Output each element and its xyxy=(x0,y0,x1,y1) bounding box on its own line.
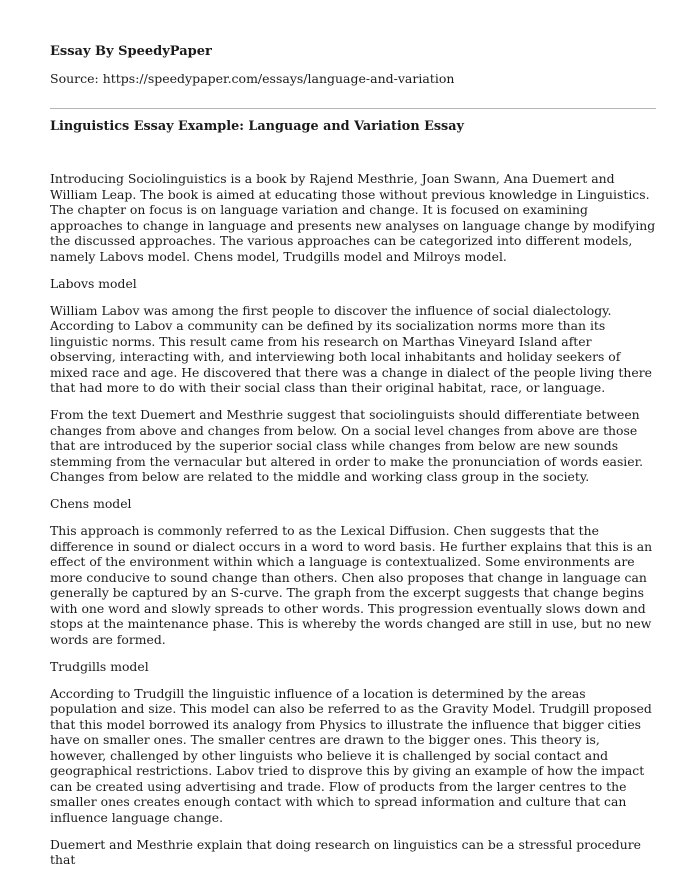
paragraph-labov: William Labov was among the first people to discover the influence of social dialectology. According to Labov a community can be defined by its socialization norms more than its linguistic norms. This result came from his research on Marthas Vineyard Island after observing, interacting with, and interviewing both local inhabitants and holiday seekers of mixed race and age. He discovered that there was a change in dialect of the people living there that had more to do with their social class than their original habitat, race, or language. xyxy=(50,302,652,395)
source-line: Source: https://speedypaper.com/essays/language-and-variation xyxy=(50,71,455,86)
header-divider xyxy=(50,108,656,109)
section-heading-trudgills-model: Trudgills model xyxy=(50,658,149,674)
paragraph-research: Duemert and Mesthrie explain that doing research on linguistics can be a stressful procedure that xyxy=(50,836,641,867)
paragraph-trudgill: According to Trudgill the linguistic influence of a location is determined by the areas population and size. This model can also be referred to as the Gravity Model. Trudgill proposed that this model borrowed its analogy from Physics to illustrate the influence that bigger cities have on smaller ones. The smaller centres are drawn to the bigger ones. This theory is, however, challenged by other linguists who believe it is challenged by social contact and geographical restrictions. Labov tried to disprove this by giving an example of how the impact can be created using advertising and trade. Flow of products from the larger centres to the smaller ones creates enough contact with which to spread information and culture that can influence language change. xyxy=(50,685,652,825)
document-header-title: Essay By SpeedyPaper xyxy=(50,44,212,59)
essay-body xyxy=(50,171,656,879)
essay-title: Linguistics Essay Example: Language and Variation Essay xyxy=(50,119,464,134)
section-heading-labovs-model: Labovs model xyxy=(50,275,137,291)
paragraph-changes-above-below: From the text Duemert and Mesthrie suggest that sociolinguists should differentiate between changes from above and changes from below. On a social level changes from above are those that are introduced by the superior social class while changes from below are new sounds stemming from the vernacular but altered in order to make the pronunciation of words easier. Changes from below are related to the middle and working class group in the society. xyxy=(50,407,644,484)
paragraph-intro: Introducing Sociolinguistics is a book by Rajend Mesthrie, Joan Swann, Ana Duemert and William Leap. The book is aimed at educating those without previous knowledge in Linguistics. The chapter on focus is on language variation and change. It is focused on examining approaches to change in language and presents new analyses on language change by modifying the discussed approaches. The various approaches can be categorized into different models, namely Labovs model. Chens model, Trudgills model and Milroys model. xyxy=(50,171,656,264)
section-heading-chens-model: Chens model xyxy=(50,496,132,511)
paragraph-chen: This approach is commonly referred to as the Lexical Diffusion. Chen suggests that the difference in sound or dialect occurs in a word to word basis. He further explains that this is an effect of the environment within which a language is contextualized. Some environments are more conducive to sound change than others. Chen also proposes that change in language can generally be captured by an S-curve. The graph from the excerpt suggests that change begins with one word and slowly spreads to other words. This progression eventually slows down and stops at the maintenance phase. This is whereby the words changed are still in use, but no new words are formed. xyxy=(50,523,653,647)
